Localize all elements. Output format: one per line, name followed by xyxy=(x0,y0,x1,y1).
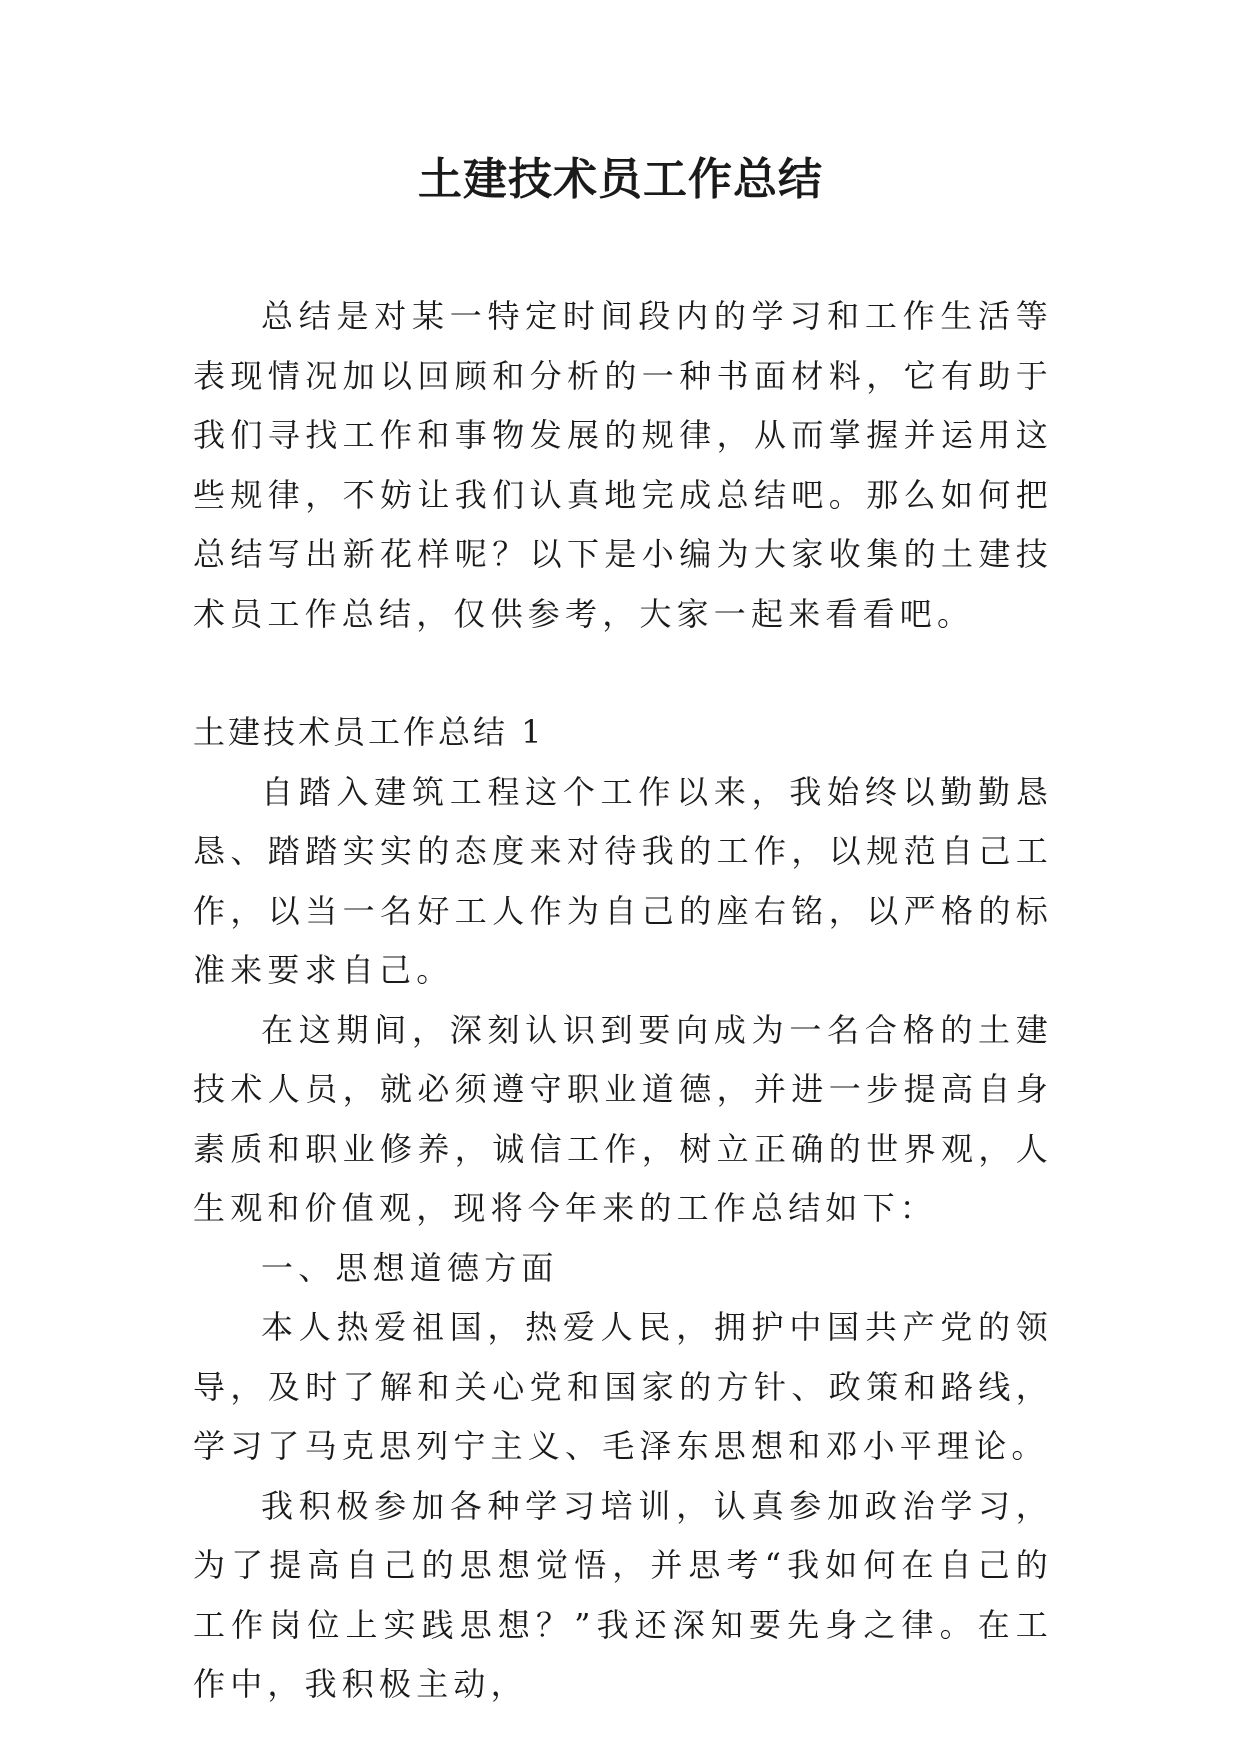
intro-paragraph: 总结是对某一特定时间段内的学习和工作生活等表现情况加以回顾和分析的一种书面材料，它有助于我们寻找工作和事物发展的规律，从而掌握并运用这些规律，不妨让我们认真地完成总结吧。那么如何把总结写出新花样呢？以下是小编为大家收集的土建技术员工作总结，仅供参考，大家一起来看看吧。 xyxy=(193,297,1053,633)
section-title: 土建技术员工作总结 1 xyxy=(193,713,545,751)
document-title: 土建技术员工作总结 xyxy=(418,154,823,205)
document-body xyxy=(193,287,1053,1715)
body-paragraph-3: 本人热爱祖国，热爱人民，拥护中国共产党的领导，及时了解和关心党和国家的方针、政策和路线，学习了马克思列宁主义、毛泽东思想和邓小平理论。 xyxy=(193,1308,1053,1465)
subheading-ideology: 一、思想道德方面 xyxy=(261,1248,559,1287)
body-paragraph-2: 在这期间，深刻认识到要向成为一名合格的土建技术人员，就必须遵守职业道德，并进一步提高自身素质和职业修养，诚信工作，树立正确的世界观，人生观和价值观，现将今年来的工作总结如下： xyxy=(193,1010,1053,1227)
body-paragraph-1: 自踏入建筑工程这个工作以来，我始终以勤勤恳恳、踏踏实实的态度来对待我的工作，以规范自己工作，以当一名好工人作为自己的座右铭，以严格的标准来要求自己。 xyxy=(193,772,1053,989)
body-paragraph-4: 我积极参加各种学习培训，认真参加政治学习，为了提高自己的思想觉悟，并思考“我如何在自己的工作岗位上实践思想？”我还深知要先身之律。在工作中，我积极主动， xyxy=(193,1486,1053,1703)
